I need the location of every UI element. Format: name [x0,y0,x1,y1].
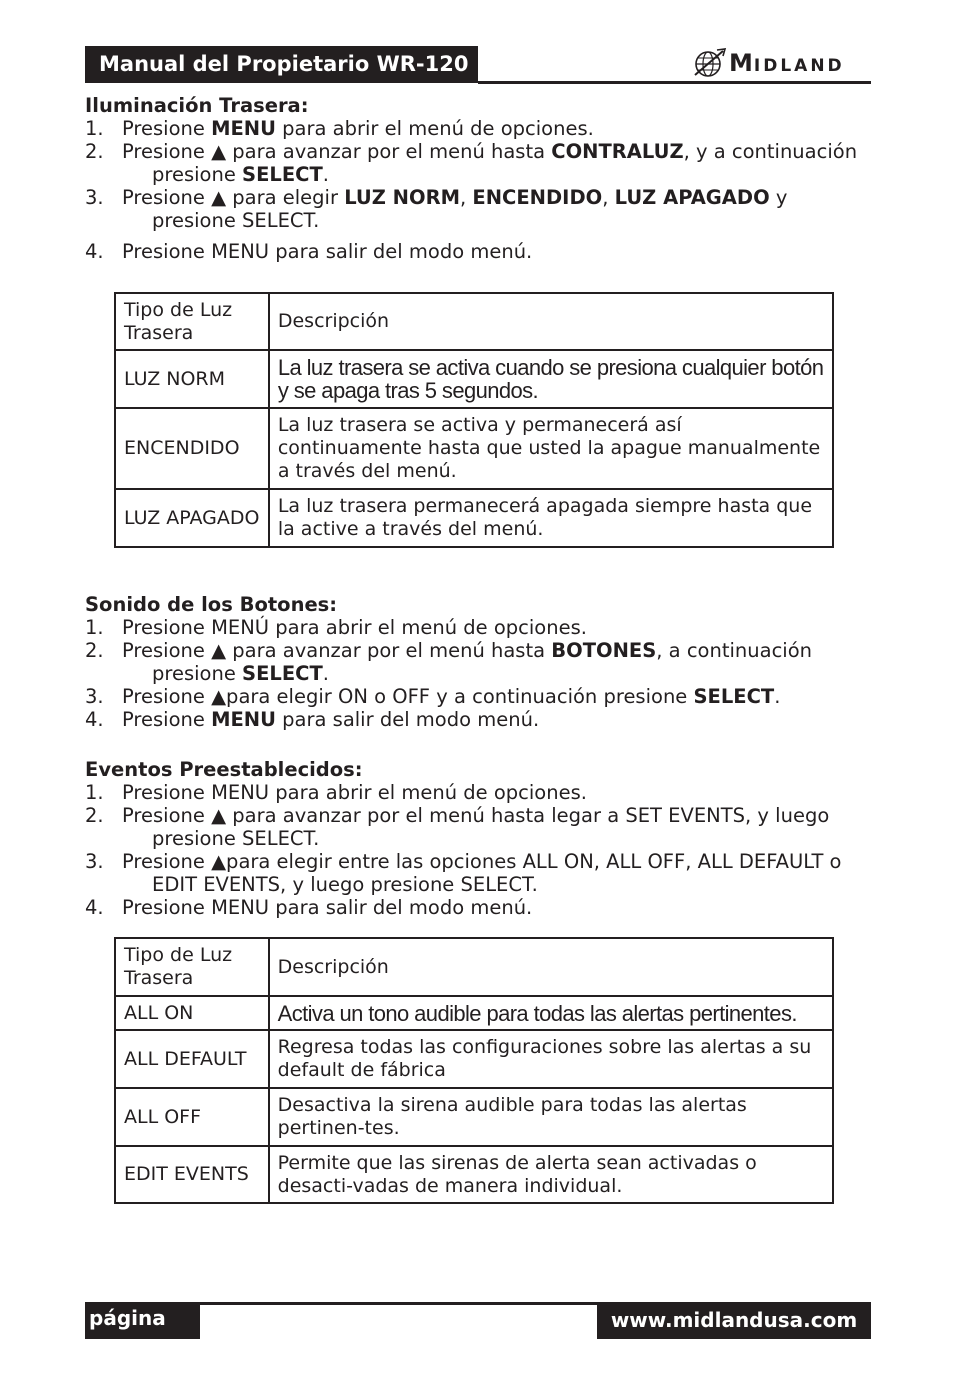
table-header-row [115,938,833,996]
step-text: , [460,186,473,209]
list-item [85,781,875,804]
table-header-cell: Descripción [269,293,833,350]
section-title: Iluminación Trasera: [85,94,309,117]
step-number: 4. [85,240,104,263]
section-events [85,758,875,919]
step-text: Presione MENÚ para abrir el menú de opciones. [122,616,587,639]
table-cell-description: La luz trasera se activa y permanecerá así continuamente hasta que usted la apague manualmente a través del menú. [269,408,833,489]
step-number: 2. [85,639,104,662]
header-rule [478,81,871,84]
step-text: , a continuación presione [152,639,812,685]
step-text: Presione ▲ para avanzar por el menú hasta legar a SET EVENTS, y luego presione SELECT. [122,804,830,850]
table-cell-type: EDIT EVENTS [115,1146,269,1203]
table-row [115,1146,833,1203]
manual-title: Manual del Propietario WR-120 [85,46,478,83]
step-text: para abrir el menú de opciones. [275,117,594,140]
list-item [85,616,875,639]
table-row [115,1030,833,1088]
step-keyword: SELECT [242,662,323,685]
table-cell-type: LUZ NORM [115,350,269,408]
step-text: , [602,186,615,209]
step-number: 2. [85,140,104,163]
website-url: www.midlandusa.com [597,1302,871,1339]
list-item [85,240,875,263]
section-title: Eventos Preestablecidos: [85,758,363,781]
events-table [114,937,834,1204]
step-text: Presione ▲ para avanzar por el menú hasta [122,639,552,662]
step-text: Presione ▲ para elegir [122,186,345,209]
step-number: 3. [85,850,104,873]
list-item [85,804,875,850]
step-text: . [322,163,329,186]
step-text: Presione ▲para elegir ON o OFF y a continuación presione [122,685,694,708]
table-row [115,996,833,1030]
step-number: 4. [85,708,104,731]
brand-name: MIDLAND [729,49,845,77]
step-keyword: ENCENDIDO [472,186,603,209]
table-cell-type: ENCENDIDO [115,408,269,489]
step-number: 1. [85,616,104,639]
step-number: 2. [85,804,104,827]
table-cell-type: ALL OFF [115,1088,269,1146]
table-row [115,408,833,489]
list-item [85,708,875,731]
list-item [85,896,875,919]
backlight-table [114,292,834,548]
list-item [85,186,875,232]
step-text: . [774,685,781,708]
step-number: 3. [85,186,104,209]
step-number: 1. [85,781,104,804]
step-text: Presione ▲ para avanzar por el menú hasta [122,140,552,163]
step-text: Presione MENU para abrir el menú de opciones. [122,781,587,804]
step-keyword: MENU [211,117,276,140]
step-text: Presione MENU para salir del modo menú. [122,896,533,919]
table-row [115,489,833,547]
step-number: 1. [85,117,104,140]
footer-rule [200,1302,597,1305]
list-item [85,850,875,896]
step-text: Presione [122,117,212,140]
step-keyword: BOTONES [551,639,657,662]
table-cell-description: Activa un tono audible para todas las alertas pertinentes. [269,996,833,1030]
table-cell-description: Permite que las sirenas de alerta sean activadas o desacti-vadas de manera individual. [269,1146,833,1203]
step-text: Presione MENU para salir del modo menú. [122,240,533,263]
section-buttons [85,593,875,731]
table-cell-description: Regresa todas las configuraciones sobre las alertas a su default de fábrica [269,1030,833,1088]
step-text: y presione SELECT. [152,186,788,232]
step-text: Presione [122,708,212,731]
page-number: página 30 [85,1302,200,1339]
step-number: 4. [85,896,104,919]
table-cell-type: ALL DEFAULT [115,1030,269,1088]
table-cell-description: La luz trasera se activa cuando se presiona cualquier botón y se apaga tras 5 segundos. [269,350,833,408]
table-header-row [115,293,833,350]
table-row [115,1088,833,1146]
table-header-cell: Tipo de Luz Trasera [115,938,269,996]
section-backlight [85,94,875,263]
step-keyword: SELECT [242,163,323,186]
table-header-cell: Descripción [269,938,833,996]
table-row [115,350,833,408]
step-text: para salir del modo menú. [275,708,540,731]
table-cell-description: Desactiva la sirena audible para todas las alertas pertinen-tes. [269,1088,833,1146]
step-text: . [322,662,329,685]
step-keyword: MENU [211,708,276,731]
step-list [85,616,875,731]
table-cell-type: LUZ APAGADO [115,489,269,547]
step-keyword: LUZ NORM [344,186,460,209]
list-item [85,140,875,186]
table-cell-type: ALL ON [115,996,269,1030]
step-list [85,117,875,263]
list-item [85,117,875,140]
list-item [85,639,875,685]
section-title: Sonido de los Botones: [85,593,338,616]
step-text: , y a continuación presione [152,140,858,186]
step-number: 3. [85,685,104,708]
list-item [85,685,875,708]
step-text: Presione ▲para elegir entre las opciones ALL ON, ALL OFF, ALL DEFAULT o EDIT EVENTS, y luego presione SELECT. [122,850,842,896]
step-list [85,781,875,919]
midland-logo [693,46,873,80]
step-keyword: CONTRALUZ [551,140,684,163]
step-keyword: LUZ APAGADO [614,186,770,209]
table-cell-description: La luz trasera permanecerá apagada siempre hasta que la active a través del menú. [269,489,833,547]
table-header-cell: Tipo de Luz Trasera [115,293,269,350]
globe-icon [693,47,727,79]
step-keyword: SELECT [693,685,775,708]
